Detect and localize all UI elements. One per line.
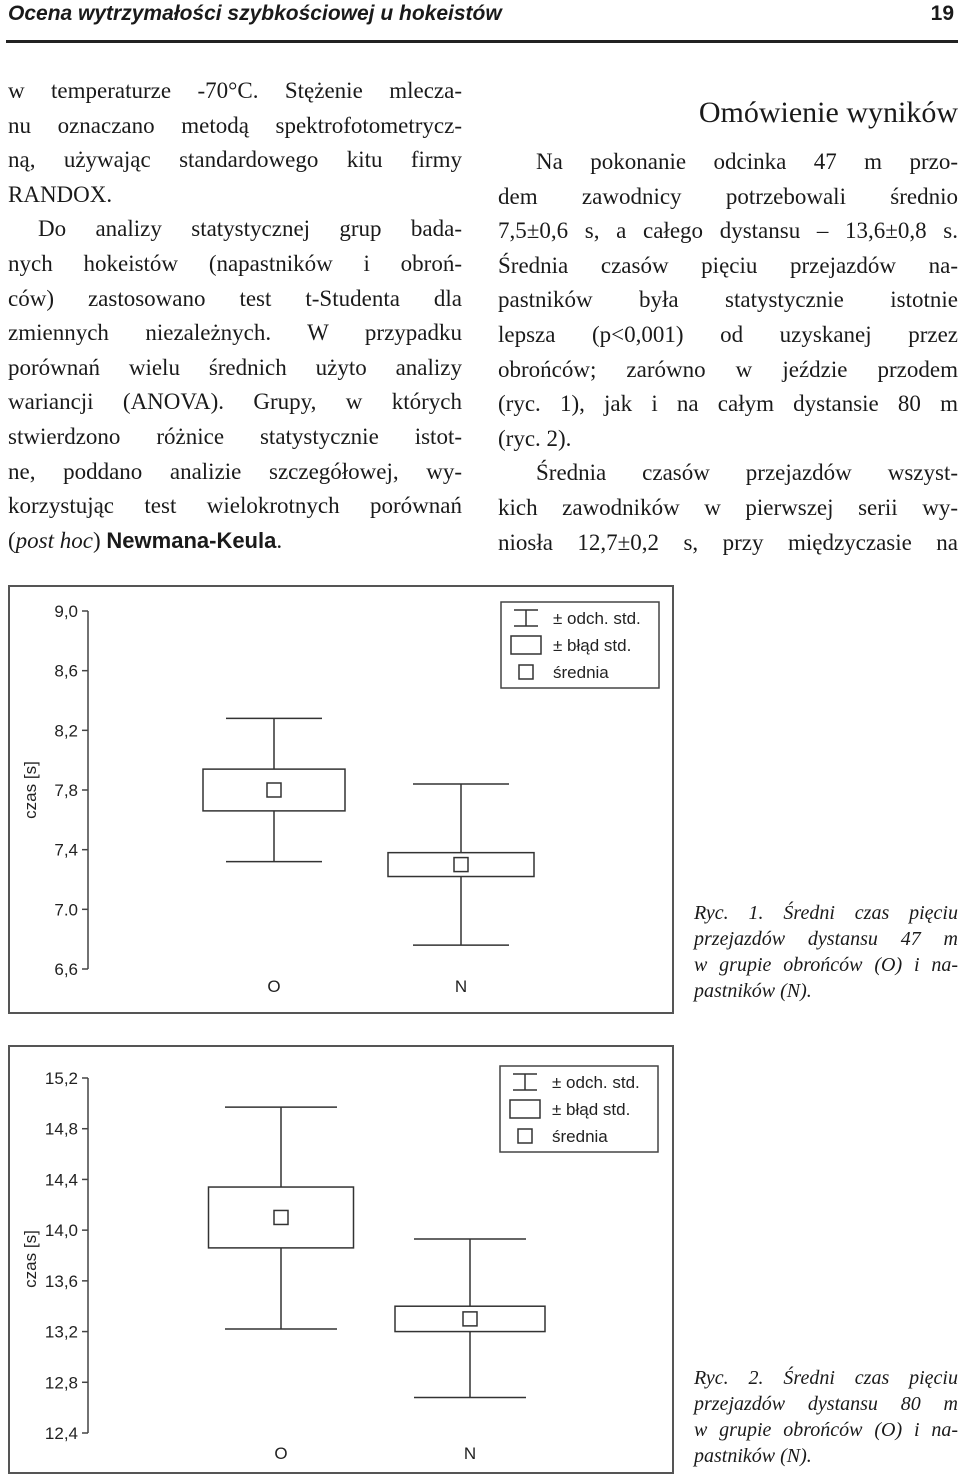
running-header-title: Ocena wytrzymałości szybkościowej u hokeistów [8,2,502,25]
x-category-label: O [267,977,281,996]
y-tick-label: 15,2 [44,1069,78,1088]
text-line: (ryc. 2). [498,425,572,451]
text-line-final [8,524,462,559]
italic-term: post hoc [15,527,93,553]
text-line: ne, poddano analizie szczegółowej, wy- [8,458,462,484]
legend-label: ± błąd std. [553,636,632,655]
text-line: Średnia czasów przejazdów wszyst- [536,460,958,486]
mean-marker [454,858,468,872]
text-line: porównań wielu średnich użyto analizy [8,354,462,380]
y-axis-label: czas [s] [21,761,40,819]
page-number: 19 [930,2,954,25]
y-tick-label: 8,2 [54,721,78,741]
legend-label: średnia [553,663,609,682]
y-tick-label: 7.0 [54,900,78,920]
figure-2-plot [10,1047,672,1472]
y-tick-label: 13,6 [44,1271,78,1291]
figure-1-chart [8,585,674,1014]
x-category-label: O [274,1444,288,1463]
mean-marker [267,783,281,797]
text-line: ców) zastosowano test t-Studenta dla [8,285,462,311]
y-tick-label: 7,4 [54,840,78,860]
figure-2-caption [694,1365,958,1469]
text-line: zmiennych niezależnych. W przypadku [8,320,462,346]
text-line: wariancji (ANOVA). Grupy, w których [8,389,462,415]
text-line: nych hokeistów (napastników i obroń- [8,250,462,276]
legend-label: ± błąd std. [552,1100,631,1119]
caption-line: Ryc. 1. Średni czas pięciu [694,902,958,924]
y-tick-label: 7,8 [54,781,78,800]
caption-line: Ryc. 2. Średni czas pięciu [694,1367,958,1389]
sentence-end: . [276,527,283,553]
text-line: ną, używając standardowego kitu firmy [8,147,462,173]
y-tick-label: 6,6 [54,960,78,979]
paren-open: ( [8,527,16,553]
figure-1-plot [10,587,672,1012]
text-line: kich zawodników w pierwszej serii wy- [498,494,958,520]
text-line: w temperaturze -70°C. Stężenie mlecza- [8,78,462,103]
text-line: pastników była statystycznie istotnie [498,287,958,313]
y-axis-label: czas [s] [21,1230,40,1288]
legend-label: ± odch. std. [553,609,641,628]
y-tick-label: 14,4 [44,1170,78,1190]
legend-mean-symbol [519,665,533,679]
legend-label: ± odch. std. [552,1073,640,1092]
bold-term: Newmana-Keula [106,527,277,553]
y-tick-label: 12,4 [44,1424,78,1443]
x-category-label: N [463,1444,477,1463]
figure-2-chart [8,1045,674,1474]
y-tick-label: 9,0 [54,602,78,621]
y-tick-label: 14,0 [44,1221,78,1241]
caption-line: przejazdów dystansu 80 m [694,1393,958,1415]
y-tick-label: 8,6 [54,661,78,681]
left-text-column [8,74,462,558]
text-line: korzystując test wielokrotnych porównań [8,493,462,519]
section-heading: Omówienie wyników [698,96,958,129]
text-line: dem zawodnicy potrzebowali średnio [498,183,958,209]
legend-se-symbol [510,1100,540,1118]
x-category-label: N [454,977,468,996]
legend-mean-symbol [518,1129,532,1143]
y-tick-label: 13,2 [44,1322,78,1342]
legend-se-symbol [511,636,541,654]
text-line: Do analizy statystycznej grup bada- [38,216,462,242]
mean-marker [463,1312,477,1326]
caption-line: pastników (N). [694,980,812,1002]
text-line: lepsza (p<0,001) od uzyskanej przez [498,321,958,347]
y-tick-label: 14,8 [44,1119,78,1139]
text-line: nu oznaczano metodą spektrofotometrycz- [8,112,462,138]
text-line: Na pokonanie odcinka 47 m przo- [536,149,958,174]
text-line: stwierdzono różnice statystycznie istot- [8,423,462,449]
text-line: niosła 12,7±0,2 s, przy międzyczasie na [498,529,958,555]
right-text-column [498,145,958,560]
legend-label: średnia [552,1127,608,1146]
text-line: obrońców; zarówno w jeździe przodem [498,356,958,382]
caption-line: przejazdów dystansu 47 m [694,928,958,950]
text-line: (ryc. 1), jak i na całym dystansie 80 m [498,391,958,417]
header-divider [6,40,958,43]
figure-1-caption [694,900,958,1004]
caption-line: w grupie obrońców (O) i na- [694,1419,958,1441]
caption-line: pastników (N). [694,1445,812,1467]
paren-close: ) [92,527,101,553]
caption-line: w grupie obrońców (O) i na- [694,954,958,976]
text-line: RANDOX. [8,181,113,207]
text-line: 7,5±0,6 s, a całego dystansu – 13,6±0,8 s. [498,218,958,244]
text-line: Średnia czasów pięciu przejazdów na- [498,252,958,278]
mean-marker [274,1210,288,1224]
y-tick-label: 12,8 [44,1373,78,1393]
